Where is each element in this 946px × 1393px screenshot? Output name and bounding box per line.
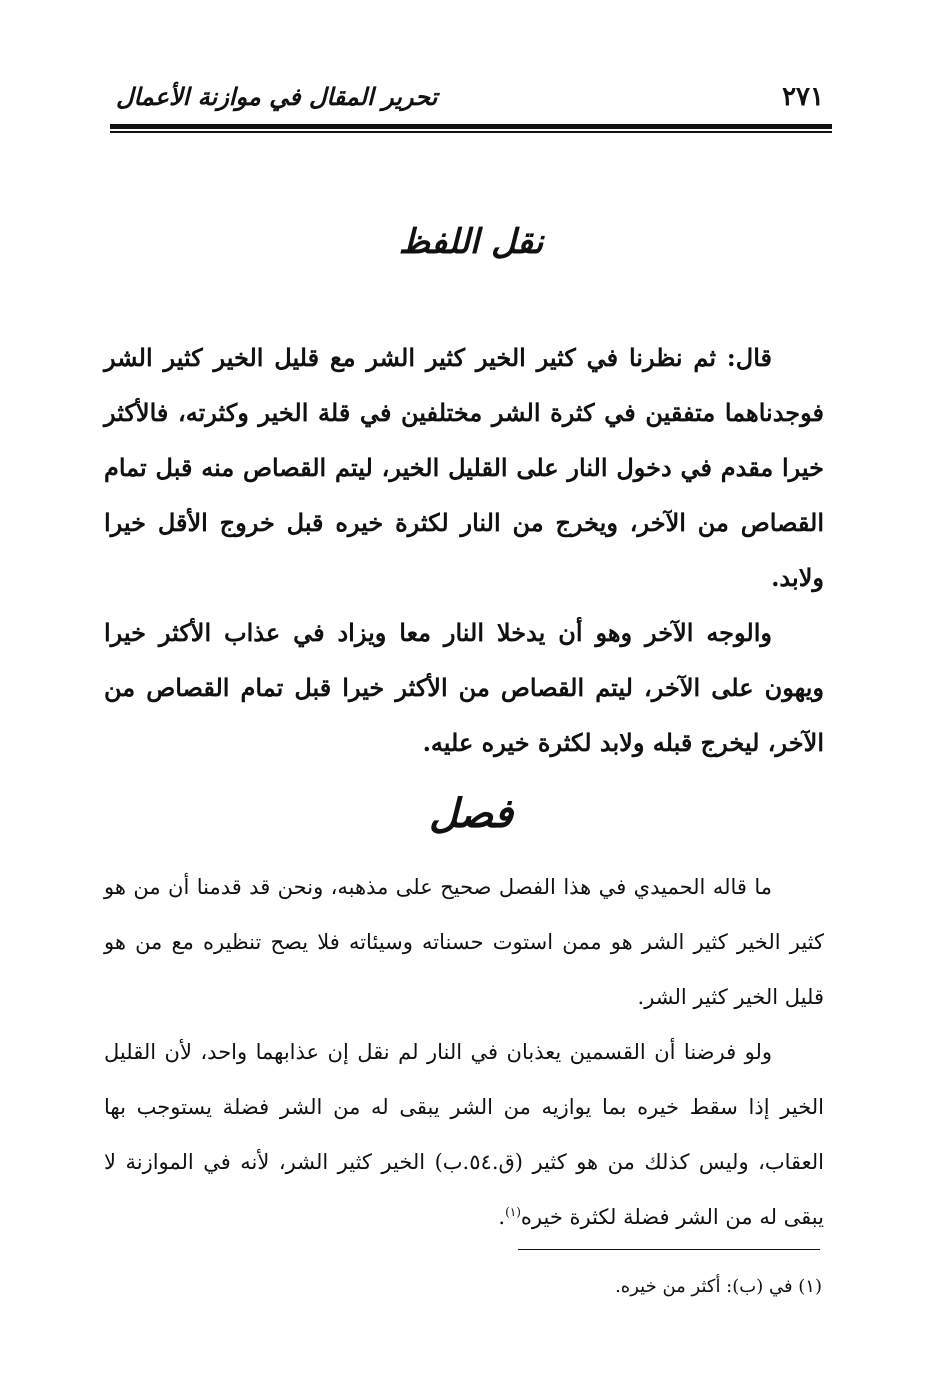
running-title: تحرير المقال في موازنة الأعمال bbox=[116, 82, 438, 111]
section-heading-naql-al-lafz: نقل اللفظ bbox=[398, 222, 544, 262]
commentary-text-block bbox=[104, 860, 824, 1245]
commentary-paragraph-2-end: . bbox=[498, 1205, 506, 1229]
quoted-paragraph-2: والوجه الآخر وهو أن يدخلا النار معا ويزاد في عذاب الأكثر خيرا ويهون على الآخر، ليتم القصاص من الأكثر خيرا قبل تمام القصاص من الآخر، ليخرج قبله ولابد لكثرة خيره عليه. bbox=[104, 618, 824, 757]
footnote: (١) في (ب): أكثر من خيره. bbox=[615, 1276, 822, 1297]
section-heading-fasl: فصل bbox=[428, 790, 514, 837]
commentary-paragraph-2-text: ولو فرضنا أن القسمين يعذبان في النار لم نقل إن عذابهما واحد، لأن القليل الخير إذا سقط خيره بما يوازيه من الشر يبقى له من الشر فضلة يستوجب بها العقاب، وليس كذلك من هو كثير (ق.٥٤.ب) الخير كثير الشر، لأنه في الموازنة لا يبقى له من الشر فضلة لكثرة خيره bbox=[104, 1040, 825, 1229]
footnote-separator bbox=[518, 1249, 820, 1250]
commentary-paragraph-1: ما قاله الحميدي في هذا الفصل صحيح على مذهبه، ونحن قد قدمنا أن من هو كثير الخير كثير الشر هو ممن استوت حسناته وسيئاته فلا يصح تنظيره مع من هو قليل الخير كثير الشر. bbox=[104, 875, 824, 1009]
header-rule bbox=[110, 124, 832, 129]
page-header bbox=[110, 78, 832, 118]
commentary-paragraph-2 bbox=[104, 1025, 824, 1245]
quoted-text-block bbox=[104, 330, 824, 770]
page-number: ٢٧١ bbox=[782, 82, 824, 112]
header-rule-thin bbox=[110, 131, 832, 133]
quoted-paragraph-1: قال: ثم نظرنا في كثير الخير كثير الشر مع قليل الخير كثير الشر فوجدناهما متفقين في كثرة الشر مختلفين في قلة الخير وكثرته، فالأكثر خيرا مقدم في دخول النار على القليل الخير، ليتم القصاص منه قبل تمام القصاص من الآخر، ويخرج من النار لكثرة خيره قبل خروج الأقل خيرا ولابد. bbox=[104, 343, 824, 592]
footnote-marker[interactable]: (١) bbox=[505, 1205, 521, 1219]
